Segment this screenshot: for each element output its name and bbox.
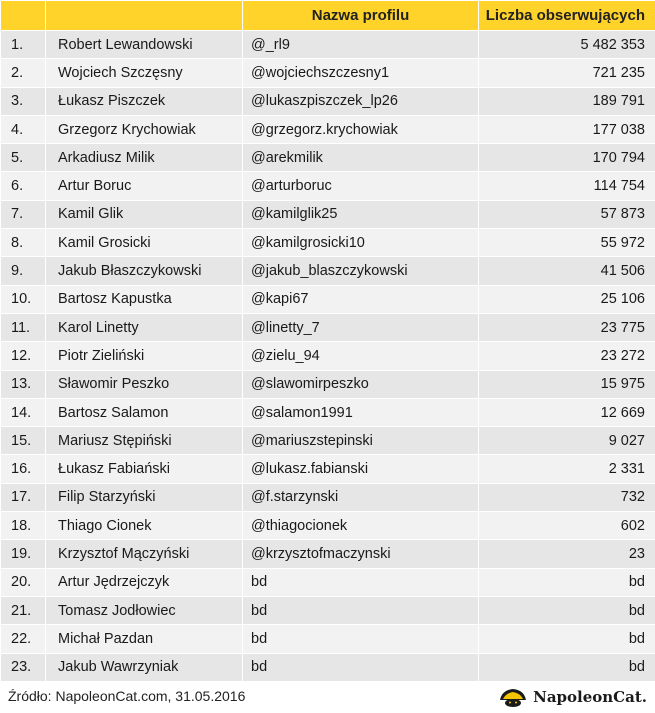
table-row xyxy=(1,200,655,228)
profile-name: @mariuszstepinski xyxy=(243,427,479,455)
table-row xyxy=(1,229,655,257)
table-row xyxy=(1,370,655,398)
row-number: 10. xyxy=(1,285,46,313)
player-name: Kamil Glik xyxy=(46,200,243,228)
player-name: Krzysztof Mączyński xyxy=(46,540,243,568)
followers-count: 9 027 xyxy=(479,427,655,455)
profile-name: @jakub_blaszczykowski xyxy=(243,257,479,285)
row-number: 14. xyxy=(1,398,46,426)
row-number: 1. xyxy=(1,31,46,59)
followers-count: 55 972 xyxy=(479,229,655,257)
table-row xyxy=(1,31,655,59)
row-number: 16. xyxy=(1,455,46,483)
profile-name: @salamon1991 xyxy=(243,398,479,426)
followers-count: 177 038 xyxy=(479,115,655,143)
followers-count: 15 975 xyxy=(479,370,655,398)
profile-name: @kamilgrosicki10 xyxy=(243,229,479,257)
table-row xyxy=(1,455,655,483)
row-number: 6. xyxy=(1,172,46,200)
profile-name: bd xyxy=(243,653,479,681)
profile-name: @wojciechszczesny1 xyxy=(243,59,479,87)
table-row xyxy=(1,257,655,285)
table-row xyxy=(1,596,655,624)
row-number: 11. xyxy=(1,313,46,341)
player-name: Filip Starzyński xyxy=(46,483,243,511)
followers-count: 5 482 353 xyxy=(479,31,655,59)
followers-count: 602 xyxy=(479,512,655,540)
table-row xyxy=(1,285,655,313)
source-note: Źródło: NapoleonCat.com, 31.05.2016 xyxy=(8,688,246,704)
player-name: Kamil Grosicki xyxy=(46,229,243,257)
row-number: 12. xyxy=(1,342,46,370)
profile-name: bd xyxy=(243,625,479,653)
row-number: 5. xyxy=(1,144,46,172)
player-name: Bartosz Kapustka xyxy=(46,285,243,313)
row-number: 8. xyxy=(1,229,46,257)
row-number: 17. xyxy=(1,483,46,511)
player-name: Tomasz Jodłowiec xyxy=(46,596,243,624)
header-profile-name: Nazwa profilu xyxy=(243,1,479,31)
followers-count: 23 272 xyxy=(479,342,655,370)
profile-name: @f.starzynski xyxy=(243,483,479,511)
player-name: Robert Lewandowski xyxy=(46,31,243,59)
followers-count: bd xyxy=(479,568,655,596)
table-row xyxy=(1,144,655,172)
row-number: 7. xyxy=(1,200,46,228)
followers-count: 189 791 xyxy=(479,87,655,115)
table-row xyxy=(1,313,655,341)
player-name: Karol Linetty xyxy=(46,313,243,341)
player-name: Artur Boruc xyxy=(46,172,243,200)
header-followers-count: Liczba obserwujących xyxy=(479,1,655,31)
header-number xyxy=(1,1,46,31)
followers-count: 170 794 xyxy=(479,144,655,172)
table-row xyxy=(1,398,655,426)
followers-count: 2 331 xyxy=(479,455,655,483)
followers-count: 732 xyxy=(479,483,655,511)
player-name: Wojciech Szczęsny xyxy=(46,59,243,87)
table-row xyxy=(1,653,655,681)
profile-name: @lukaszpiszczek_lp26 xyxy=(243,87,479,115)
row-number: 18. xyxy=(1,512,46,540)
profile-name: @krzysztofmaczynski xyxy=(243,540,479,568)
row-number: 22. xyxy=(1,625,46,653)
row-number: 3. xyxy=(1,87,46,115)
profile-name: @kamilglik25 xyxy=(243,200,479,228)
profile-name: @kapi67 xyxy=(243,285,479,313)
player-name: Piotr Zieliński xyxy=(46,342,243,370)
player-name: Łukasz Fabiański xyxy=(46,455,243,483)
player-name: Sławomir Peszko xyxy=(46,370,243,398)
player-name: Artur Jędrzejczyk xyxy=(46,568,243,596)
footer xyxy=(0,688,655,713)
player-name: Mariusz Stępiński xyxy=(46,427,243,455)
table-row xyxy=(1,342,655,370)
player-name: Łukasz Piszczek xyxy=(46,87,243,115)
table-body xyxy=(1,31,655,682)
player-name: Jakub Wawrzyniak xyxy=(46,653,243,681)
followers-count: 12 669 xyxy=(479,398,655,426)
table-row xyxy=(1,59,655,87)
profile-name: @slawomirpeszko xyxy=(243,370,479,398)
profile-name: @_rl9 xyxy=(243,31,479,59)
profile-name: @arekmilik xyxy=(243,144,479,172)
row-number: 23. xyxy=(1,653,46,681)
profile-name: bd xyxy=(243,568,479,596)
followers-count: 114 754 xyxy=(479,172,655,200)
player-name: Arkadiusz Milik xyxy=(46,144,243,172)
profile-name: @linetty_7 xyxy=(243,313,479,341)
brand-name: NapoleonCat. xyxy=(533,688,647,706)
profile-name: @thiagocionek xyxy=(243,512,479,540)
napoleoncat-logo-icon xyxy=(498,686,528,708)
table-row xyxy=(1,568,655,596)
player-name: Grzegorz Krychowiak xyxy=(46,115,243,143)
player-name: Michał Pazdan xyxy=(46,625,243,653)
table-row xyxy=(1,172,655,200)
followers-count: 57 873 xyxy=(479,200,655,228)
row-number: 15. xyxy=(1,427,46,455)
table-row xyxy=(1,540,655,568)
table-row xyxy=(1,115,655,143)
profile-name: @grzegorz.krychowiak xyxy=(243,115,479,143)
followers-count: bd xyxy=(479,625,655,653)
row-number: 4. xyxy=(1,115,46,143)
row-number: 13. xyxy=(1,370,46,398)
followers-count: 23 775 xyxy=(479,313,655,341)
followers-count: 41 506 xyxy=(479,257,655,285)
followers-count: 721 235 xyxy=(479,59,655,87)
row-number: 20. xyxy=(1,568,46,596)
table-row xyxy=(1,87,655,115)
table-row xyxy=(1,625,655,653)
brand xyxy=(498,686,647,708)
followers-count: bd xyxy=(479,653,655,681)
followers-count: 23 xyxy=(479,540,655,568)
profile-name: @zielu_94 xyxy=(243,342,479,370)
row-number: 19. xyxy=(1,540,46,568)
player-name: Jakub Błaszczykowski xyxy=(46,257,243,285)
followers-count: 25 106 xyxy=(479,285,655,313)
player-name: Thiago Cionek xyxy=(46,512,243,540)
profile-name: @arturboruc xyxy=(243,172,479,200)
row-number: 21. xyxy=(1,596,46,624)
profile-name: bd xyxy=(243,596,479,624)
table-row xyxy=(1,483,655,511)
table-row xyxy=(1,427,655,455)
header-name xyxy=(46,1,243,31)
table-header-row xyxy=(1,1,655,31)
profile-name: @lukasz.fabianski xyxy=(243,455,479,483)
player-name: Bartosz Salamon xyxy=(46,398,243,426)
row-number: 2. xyxy=(1,59,46,87)
followers-count: bd xyxy=(479,596,655,624)
row-number: 9. xyxy=(1,257,46,285)
table-row xyxy=(1,512,655,540)
